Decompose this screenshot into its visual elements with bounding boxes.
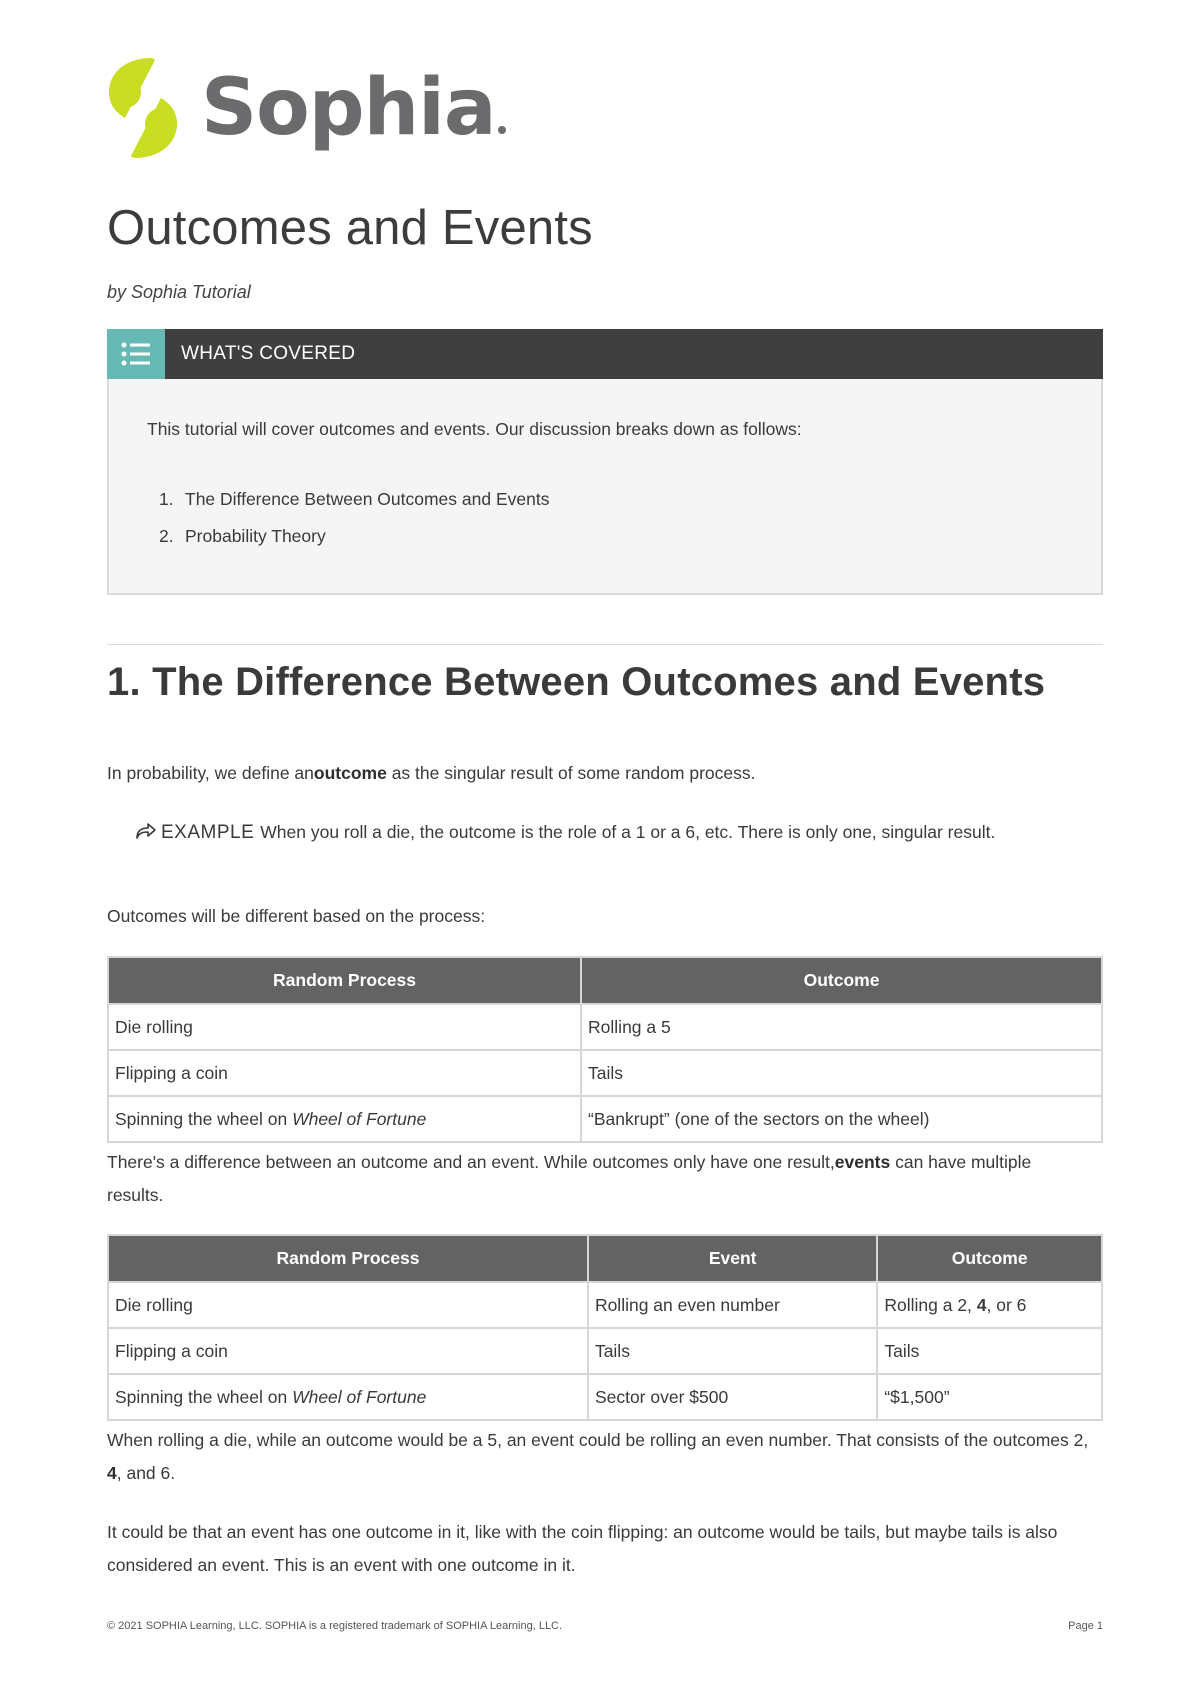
table-row xyxy=(108,1050,1102,1096)
whats-covered-title: WHAT'S COVERED xyxy=(181,343,356,364)
table-row xyxy=(108,1096,1102,1142)
table-row xyxy=(108,1374,1102,1420)
table-cell: Rolling an even number xyxy=(588,1282,877,1328)
logo-wordmark: Sophia xyxy=(201,63,496,153)
paragraph-outcome-vs-event: There's a difference between an outcome and an event. While outcomes only have one result,events can have multiple results. xyxy=(107,1152,1032,1205)
table-cell: Die rolling xyxy=(108,1004,581,1050)
table-header-row xyxy=(108,957,1102,1004)
table-cell: Rolling a 2, 4, or 6 xyxy=(877,1282,1102,1328)
paragraph-outcome-definition: In probability, we define anoutcome as the singular result of some random process. xyxy=(107,763,756,783)
sophia-logo-icon xyxy=(107,56,179,160)
table-cell: Die rolling xyxy=(108,1282,588,1328)
table-cell: Sector over $500 xyxy=(588,1374,877,1420)
sophia-logo xyxy=(107,56,506,160)
paragraph-die-example: When rolling a die, while an outcome would be a 5, an event could be rolling an even number. That consists of the outcomes 2, 4, and 6. xyxy=(107,1430,1089,1483)
example-block xyxy=(135,816,1095,849)
whats-covered-intro: This tutorial will cover outcomes and events. Our discussion breaks down as follows: xyxy=(147,419,802,439)
table-cell: Flipping a coin xyxy=(108,1328,588,1374)
list-icon xyxy=(121,342,151,366)
term-outcome: outcome xyxy=(313,763,387,783)
column-header: Random Process xyxy=(108,957,581,1004)
section-divider xyxy=(107,644,1103,645)
list-item: 2. Probability Theory xyxy=(159,526,549,563)
logo-dot xyxy=(498,126,506,134)
table-cell: Rolling a 5 xyxy=(581,1004,1102,1050)
table-cell: Tails xyxy=(877,1328,1102,1374)
term-events: events xyxy=(834,1152,891,1172)
table-cell: “$1,500” xyxy=(877,1374,1102,1420)
list-item-label: Probability Theory xyxy=(185,526,326,546)
whats-covered-list xyxy=(159,489,549,563)
table-cell: Flipping a coin xyxy=(108,1050,581,1096)
column-header: Outcome xyxy=(581,957,1102,1004)
byline: by Sophia Tutorial xyxy=(107,282,251,302)
list-item: 1. The Difference Between Outcomes and Events xyxy=(159,489,549,526)
section-heading: 1. The Difference Between Outcomes and Events xyxy=(107,660,1046,704)
table-cell: Tails xyxy=(581,1050,1102,1096)
paragraph-outcomes-differ: Outcomes will be different based on the process: xyxy=(107,906,486,926)
whats-covered-icon-box xyxy=(107,329,165,379)
table-cell: Spinning the wheel on Wheel of Fortune xyxy=(108,1374,588,1420)
outcome-table xyxy=(107,956,1103,1143)
table-row xyxy=(108,1282,1102,1328)
table-header-row xyxy=(108,1235,1102,1282)
column-header: Event xyxy=(588,1235,877,1282)
event-table xyxy=(107,1234,1103,1421)
table-row xyxy=(108,1004,1102,1050)
column-header: Random Process xyxy=(108,1235,588,1282)
column-header: Outcome xyxy=(877,1235,1102,1282)
paragraph-coin-example: It could be that an event has one outcome in it, like with the coin flipping: an outcome would be tails, but maybe tails is also considered an event. This is an event with one outcome in it. xyxy=(107,1522,1058,1575)
example-text: When you roll a die, the outcome is the role of a 1 or a 6, etc. There is only one, singular result. xyxy=(260,822,996,842)
footer-copyright: © 2021 SOPHIA Learning, LLC. SOPHIA is a registered trademark of SOPHIA Learning, LLC. xyxy=(107,1620,563,1632)
whats-covered-box xyxy=(107,329,1103,595)
table-cell: “Bankrupt” (one of the sectors on the wheel) xyxy=(581,1096,1102,1142)
table-cell: Tails xyxy=(588,1328,877,1374)
table-row xyxy=(108,1328,1102,1374)
whats-covered-header xyxy=(107,329,1103,379)
share-arrow-icon xyxy=(135,822,157,840)
list-item-label: The Difference Between Outcomes and Events xyxy=(185,489,550,509)
example-tag: EXAMPLE xyxy=(161,822,255,843)
table-cell: Spinning the wheel on Wheel of Fortune xyxy=(108,1096,581,1142)
page-title: Outcomes and Events xyxy=(107,201,593,255)
footer-page-number: Page 1 xyxy=(1068,1620,1103,1632)
